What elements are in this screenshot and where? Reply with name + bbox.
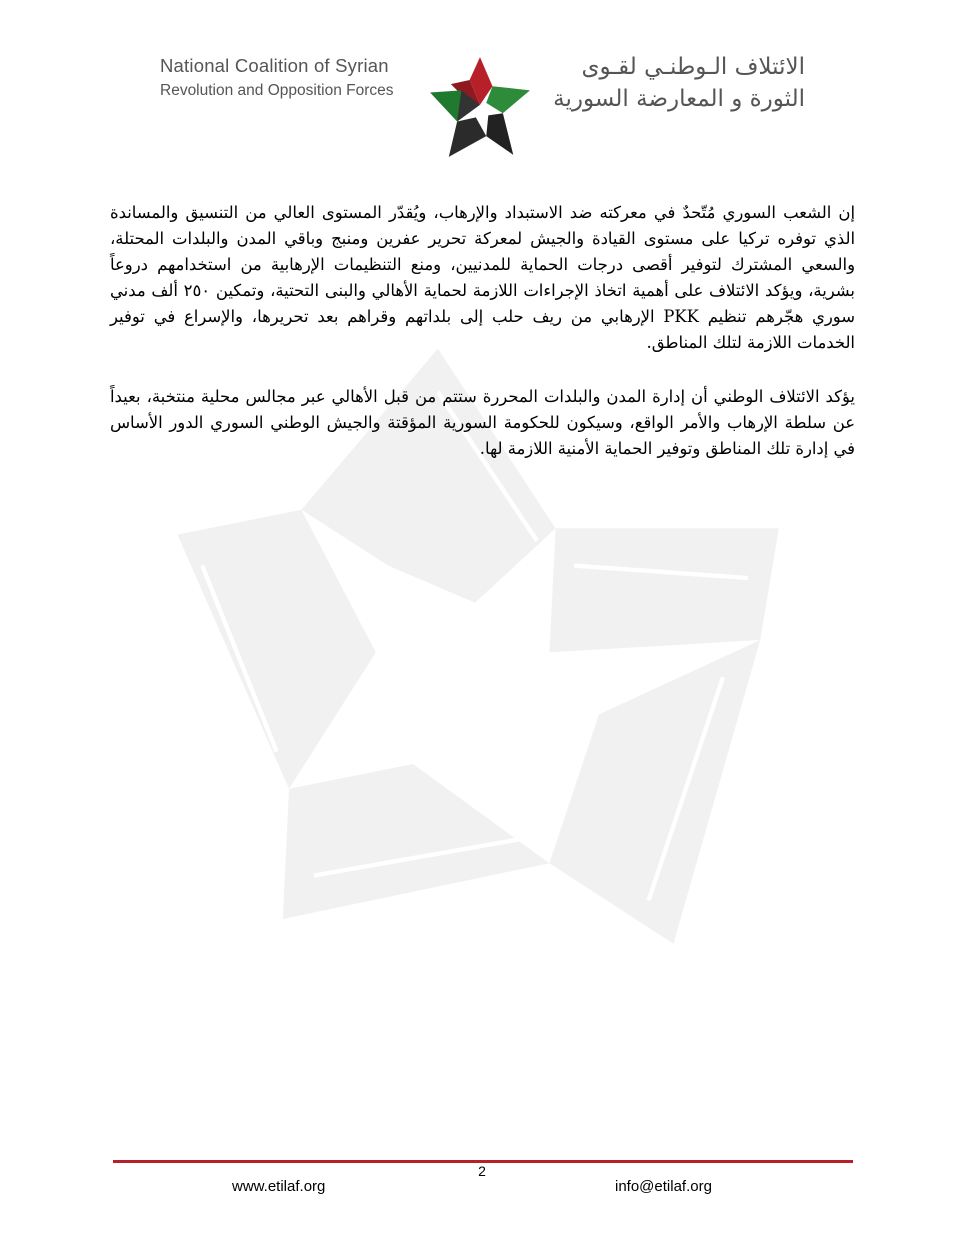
page-number: 2 (478, 1163, 486, 1179)
footer-website-link[interactable]: www.etilaf.org (232, 1178, 326, 1195)
coalition-star-logo (426, 55, 534, 159)
paragraph-2: يؤكد الائتلاف الوطني أن إدارة المدن والبلدات المحررة ستتم من قبل الأهالي عبر مجالس محلية منتخبة، بعيداً عن سلطة الإرهاب والأمر الواقع، وسيكون للحكومة السورية المؤقتة والجيش الوطني السوري الدور الأساس في إدارة تلك المناطق وتوفير الحماية الأمنية اللازمة لها. (110, 387, 855, 458)
org-name-english (160, 55, 394, 102)
org-name-ar-line1: الائتلاف الـوطنـي لقـوى (581, 54, 805, 80)
paragraph-1: إن الشعب السوري مُتّحدٌ في معركته ضد الاستبداد والإرهاب، ويُقدّر المستوى العالي من التنسيق والمساندة الذي توفره تركيا على مستوى القيادة والجيش لمعركة تحرير عفرين ومنبج وباقي المدن والبلدات المحتلة، والسعي المشترك لتوفير أقصى درجات الحماية للمدنيين، ومنع التنظيمات الإرهابية من استخدامهم دروعاً بشرية، ويؤكد الائتلاف على أهمية اتخاذ الإجراءات اللازمة لحماية الأهالي والبنى التحتية، وتمكين ٢٥٠ ألف مدني سوري هجّرهم تنظيم PKK الإرهابي من ريف حلب إلى بلداتهم وقراهم بعد تحريرها، والإسراع في توفير الخدمات اللازمة لتلك المناطق. (110, 203, 855, 352)
document-body (110, 200, 855, 462)
footer-email-link[interactable]: info@etilaf.org (615, 1178, 712, 1195)
org-name-en-line1: National Coalition of Syrian (160, 55, 389, 76)
org-name-arabic (553, 50, 805, 114)
org-name-en-line2: Revolution and Opposition Forces (160, 82, 394, 99)
org-name-ar-line2: الثورة و المعارضة السورية (553, 86, 805, 112)
